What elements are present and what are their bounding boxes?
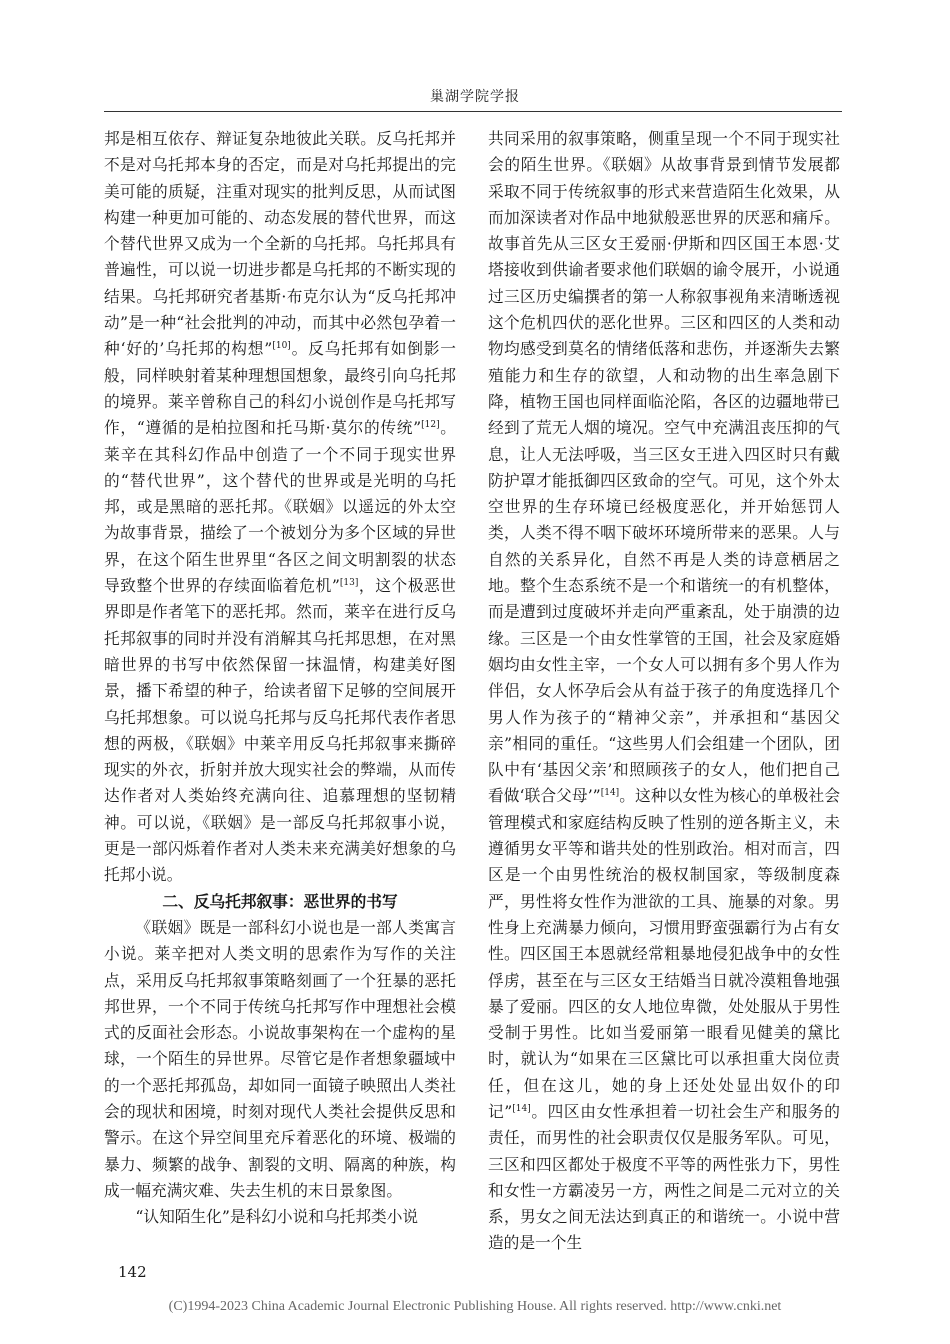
citation-ref: [10] xyxy=(272,341,291,352)
citation-ref: [12] xyxy=(421,420,440,431)
citation-ref: [13] xyxy=(339,577,359,588)
left-paragraph-2: 《联姻》既是一部科幻小说也是一部人类寓言小说。莱辛把对人类文明的思索作为写作的关注点，采用反乌托邦叙事策略刻画了一个狂暴的恶托邦世界，一个不同于传统乌托邦写作中理想社会模式的反面社会形态。小说故事架构在一个虚构的星球，一个陌生的异世界。尽管它是作者想象疆域中的一个恶托邦孤岛，却如同一面镜子映照出人类社会的现状和困境，时刻对现代人类社会提供反思和警示。在这个异空间里充斥着恶化的环境、极端的暴力、频繁的战争、割裂的文明、隔离的种族，构成一幅充满灾难、失去生机的末日景象图。 xyxy=(104,917,456,1200)
right-paragraph-1 xyxy=(488,126,840,1257)
left-text-1a: 邦是相互依存、辩证复杂地彼此关联。反乌托邦并不是对乌托邦本身的否定，而是对乌托邦提出的完美可能的质疑，注重对现实的批判反思，从而试图构建一种更加可能的、动态发展的替代世界，而这个替代世界又成为一个全新的乌托邦。乌托邦具有普遍性，可以说一切进步都是乌托邦的不断实现的结果。乌托邦研究者基斯·布克尔认为“反乌托邦冲动”是一种“社会批判的冲动，而其中必然包孕着一种‘好的’乌托邦的构想” xyxy=(104,129,456,359)
citation-ref: [14] xyxy=(600,788,620,799)
page-number: 142 xyxy=(118,1263,147,1281)
left-text-1c: 。莱辛在其科幻作品中创造了一个不同于现实世界的“替代世界”，这个替代的世界或是光明的乌托邦，或是黑暗的恶托邦。《联姻》以遥远的外太空为故事背景，描绘了一个被划分为多个区域的异世界，在这个陌生世界里“各区之间文明割裂的状态导致整个世界的存续面临着危机” xyxy=(104,418,456,596)
copyright-footer: (C)1994-2023 China Academic Journal Electronic Publishing House. All rights reserved. http://www.cnki.net xyxy=(168,1299,782,1314)
left-text-1b: 。反乌托邦有如倒影一般，同样映射着某种理想国想象，最终引向乌托邦的境界。莱辛曾称自己的科幻小说创作是乌托邦写作，“遵循的是柏拉图和托马斯·莫尔的传统” xyxy=(104,339,456,438)
header-rule xyxy=(104,111,842,112)
left-paragraph-1 xyxy=(104,126,456,889)
running-head: 巢湖学院学报 xyxy=(430,89,520,105)
right-text-1b: 。这种以女性为核心的单极社会管理模式和家庭结构反映了性别的逆各斯主义，未遵循男女平等和谐共处的性别政治。相对而言，四区是一个由男性统治的极权制国家，等级制度森严，男性将女性作为泄欲的工具、施暴的对象。男性身上充满暴力倾向，习惯用野蛮强霸行为占有女性。四区国王本恩就经常粗暴地侵犯战争中的女性俘虏，甚至在与三区女王结婚当日就冷漠粗鲁地强暴了爱丽。四区的女人地位卑微，处处服从于男性受制于男性。比如当爱丽第一眼看见健美的黛比时，就认为“如果在三区黛比可以承担重大岗位责任，但在这儿，她的身上还处处显出奴仆的印记” xyxy=(488,786,841,1121)
citation-ref: [14] xyxy=(512,1103,531,1114)
left-column xyxy=(104,126,456,1230)
right-column xyxy=(488,126,840,1257)
right-text-1c: 。四区由女性承担着一切社会生产和服务的责任，而男性的社会职责仅仅是服务军队。可见，三区和四区都处于极度不平等的两性张力下，男性和女性一方霸凌另一方，两性之间是二元对立的关系，男女之间无法达到真正的和谐统一。小说中营造的是一个生 xyxy=(488,1101,840,1253)
left-paragraph-3: “认知陌生化”是科幻小说和乌托邦类小说 xyxy=(135,1207,419,1227)
section-heading: 二、反乌托邦叙事：恶世界的书写 xyxy=(162,891,398,911)
right-text-1a: 共同采用的叙事策略，侧重呈现一个不同于现实社会的陌生世界。《联姻》从故事背景到情节发展都采取不同于传统叙事的形式来营造陌生化效果，从而加深读者对作品中地狱般恶世界的厌恶和痛斥。故事首先从三区女王爱丽·伊斯和四区国王本恩·艾塔接收到供谕者要求他们联姻的谕令展开，小说通过三区历史编撰者的第一人称叙事视角来清晰透视这个危机四伏的恶化世界。三区和四区的人类和动物均感受到莫名的情绪低落和悲伤，并逐渐失去繁殖能力和生存的欲望，人和动物的出生率急剧下降，植物王国也同样面临沦陷，各区的边疆地带已经到了荒无人烟的境况。空气中充满沮丧压抑的气息，让人无法呼吸，当三区女王进入四区时只有戴防护罩才能抵御四区致命的空气。可见，这个外太空世界的生存环境已经极度恶化，并开始惩罚人类，人类不得不咽下破坏环境所带来的恶果。人与自然的关系异化，自然不再是人类的诗意栖居之地。整个生态系统不是一个和谐统一的有机整体，而是遭到过度破坏并走向严重紊乱，处于崩溃的边缘。三区是一个由女性掌管的王国，社会及家庭婚姻均由女性主宰，一个女人可以拥有多个男人作为伴侣，女人怀孕后会从有益于孩子的角度选择几个男人作为孩子的“精神父亲”，并承担和“基因父亲”相同的重任。“这些男人们会组建一个团队，团队中有‘基因父亲’和照顾孩子的女人，他们把自己看做‘联合父母’” xyxy=(488,129,840,806)
left-text-1d: ，这个极恶世界即是作者笔下的恶托邦。然而，莱辛在进行反乌托邦叙事的同时并没有消解其乌托邦思想，在对黑暗世界的书写中依然保留一抹温情，构建美好图景，播下希望的种子，给读者留下足够的空间展开乌托邦想象。可以说乌托邦与反乌托邦代表作者思想的两极，《联姻》中莱辛用反乌托邦叙事来撕碎现实的外衣，折射并放大现实社会的弊端，从而传达作者对人类始终充满向往、追慕理想的坚韧精神。可以说，《联姻》是一部反乌托邦叙事小说，更是一部闪烁着作者对人类未来充满美好想象的乌托邦小说。 xyxy=(104,576,456,885)
